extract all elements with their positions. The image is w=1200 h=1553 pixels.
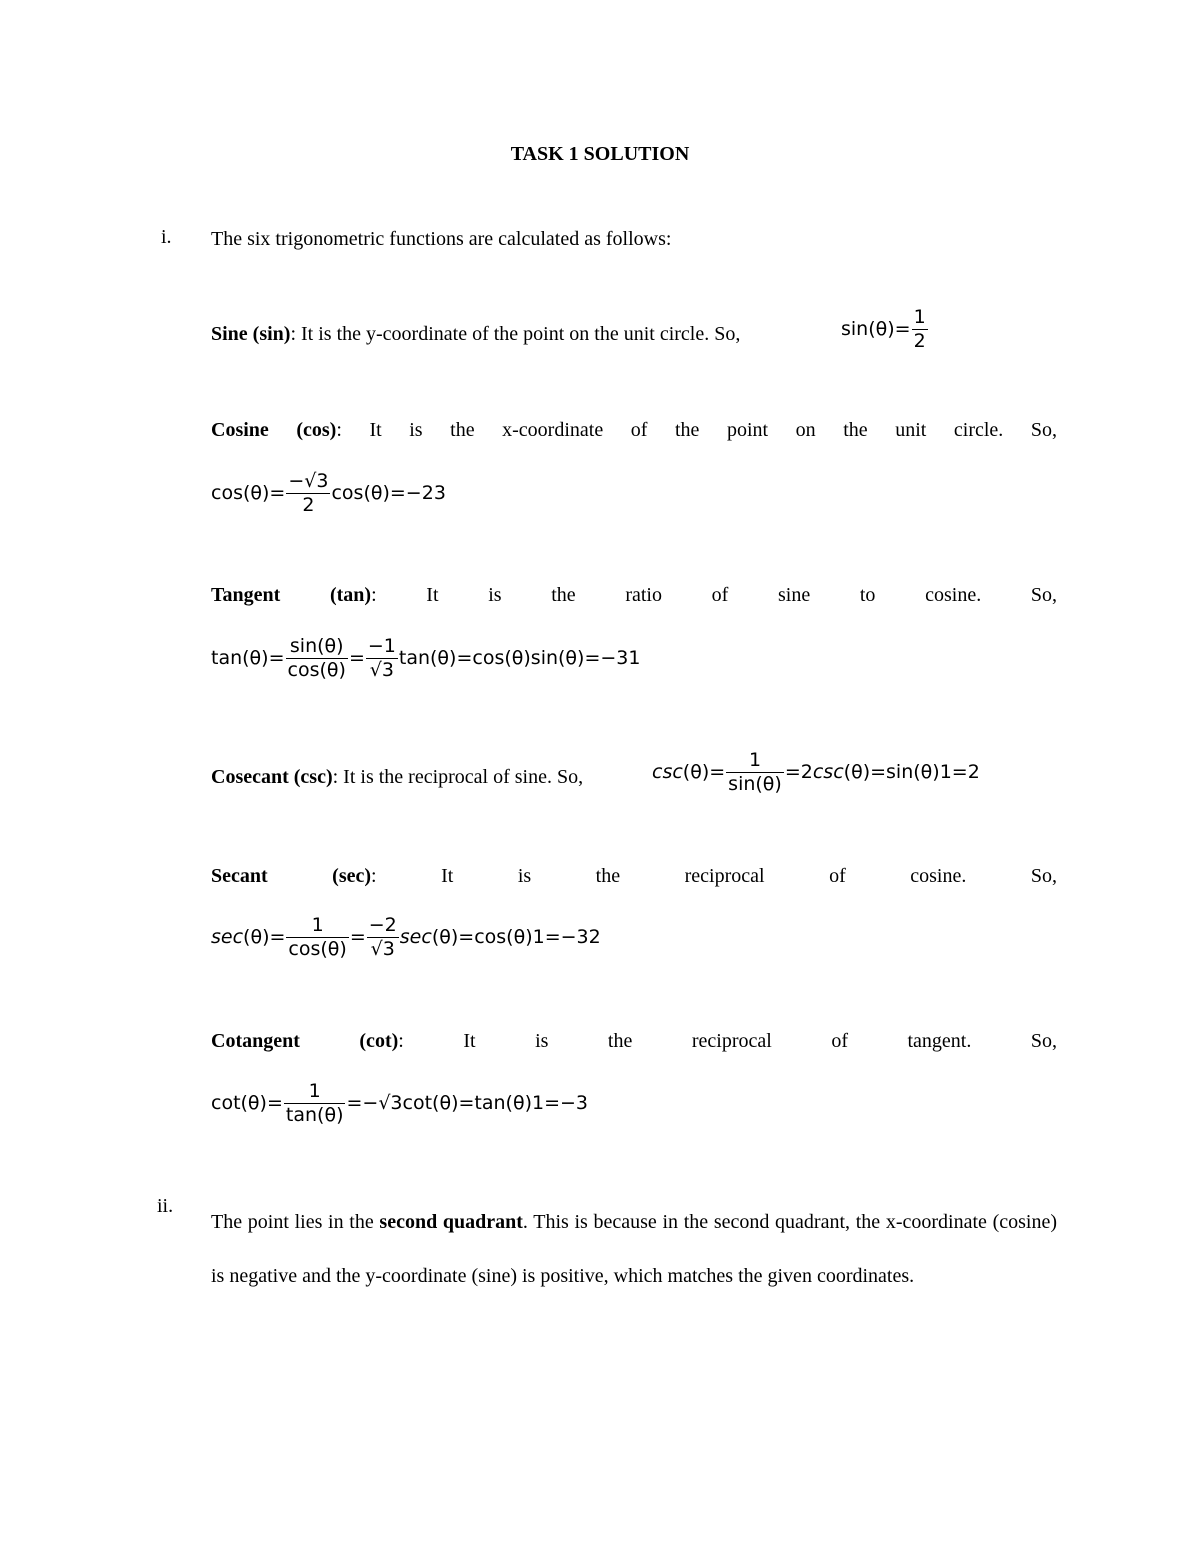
- cosecant-paragraph: [211, 764, 583, 790]
- cotangent-fraction-denominator: tan(θ): [285, 1104, 344, 1126]
- tangent-label: Tangent (tan): [211, 584, 372, 606]
- secant-eq-tail-fn: sec: [399, 926, 432, 948]
- sine-fraction-numerator: 1: [913, 306, 926, 328]
- cosine-fraction: [286, 472, 330, 515]
- cotangent-paragraph: [211, 1028, 1057, 1054]
- section-ii-text-b: . This is because in the second quadrant, the x-coordinate (cosine) is negative and the y-coordinate (sine) is positive, which matches the given coordinates.: [211, 1211, 1057, 1287]
- list-marker-i: i.: [161, 226, 172, 248]
- sine-paragraph: [211, 321, 740, 347]
- page-title: TASK 1 SOLUTION: [510, 143, 690, 165]
- tangent-paragraph: [211, 582, 1057, 608]
- cosine-fraction-denominator: 2: [302, 494, 315, 516]
- cotangent-eq-tail: =−√3cot(θ)=tan(θ)1=−3: [346, 1092, 589, 1114]
- sine-eq-lhs: sin(θ)=: [841, 318, 911, 340]
- cosecant-fraction-denominator: sin(θ): [728, 773, 782, 795]
- secant-equation: [211, 916, 601, 959]
- cosine-eq-lhs: cos(θ)=: [211, 482, 286, 504]
- cotangent-equation: [211, 1082, 588, 1125]
- tangent-fraction-1-numerator: sin(θ): [286, 637, 348, 659]
- cotangent-text: : It is the reciprocal of tangent. So,: [398, 1030, 1057, 1052]
- cosecant-eq-tail-a: =2: [784, 761, 813, 783]
- secant-fraction-2: [367, 916, 399, 959]
- secant-eq-mid: =: [349, 926, 366, 948]
- section-ii-paragraph: [211, 1195, 1057, 1303]
- cosine-equation: [211, 472, 446, 515]
- secant-fraction-2-denominator: √3: [370, 938, 395, 960]
- cosine-paragraph: [211, 417, 1057, 443]
- tangent-fraction-1: [286, 637, 348, 680]
- cotangent-fraction-numerator: 1: [284, 1082, 346, 1104]
- secant-fraction-1-numerator: 1: [286, 916, 348, 938]
- cosine-label: Cosine (cos): [211, 419, 337, 441]
- cotangent-fraction: [284, 1082, 346, 1125]
- section-i-intro: The six trigonometric functions are calculated as follows:: [211, 228, 672, 250]
- cosecant-eq-tail-fn: csc: [812, 761, 844, 783]
- list-marker-ii: ii.: [157, 1195, 174, 1217]
- sine-equation: [841, 308, 929, 351]
- tangent-eq-lhs: tan(θ)=: [211, 647, 285, 669]
- sine-fraction-denominator: 2: [913, 330, 926, 352]
- cosecant-eq-lhs: (θ)=: [682, 761, 726, 783]
- tangent-fraction-1-denominator: cos(θ): [287, 659, 346, 681]
- cosecant-eq-fn: csc: [652, 761, 683, 783]
- cotangent-eq-lhs: cot(θ)=: [211, 1092, 283, 1114]
- tangent-eq-tail: tan(θ)=cos(θ)sin(θ)=−31: [398, 647, 641, 669]
- secant-fraction-2-numerator: −2: [368, 914, 397, 936]
- cosecant-label: Cosecant (csc): [211, 766, 333, 788]
- tangent-equation: [211, 637, 641, 680]
- sine-fraction: [912, 308, 928, 351]
- cosecant-eq-tail-b: (θ)=sin(θ)1=2: [843, 761, 980, 783]
- cosecant-fraction-numerator: 1: [726, 751, 784, 773]
- sine-text: : It is the y-coordinate of the point on the unit circle. So,: [290, 323, 741, 345]
- section-ii-text-a: The point lies in the: [211, 1211, 380, 1233]
- secant-eq-tail: (θ)=cos(θ)1=−32: [431, 926, 601, 948]
- cosecant-text: : It is the reciprocal of sine. So,: [332, 766, 584, 788]
- tangent-fraction-2: [366, 637, 398, 680]
- sine-label: Sine (sin): [211, 323, 291, 345]
- cosecant-fraction: [726, 751, 784, 794]
- secant-eq-lhs: (θ)=: [243, 926, 286, 948]
- secant-fraction-1: [286, 916, 348, 959]
- secant-label: Secant (sec): [211, 865, 372, 887]
- cosine-eq-tail: cos(θ)=−23: [331, 482, 446, 504]
- secant-paragraph: [211, 863, 1057, 889]
- secant-eq-fn: sec: [211, 926, 244, 948]
- tangent-fraction-2-numerator: −1: [367, 635, 396, 657]
- secant-fraction-1-denominator: cos(θ): [288, 938, 347, 960]
- cosine-fraction-numerator: −√3: [288, 470, 329, 492]
- cosecant-equation: [652, 751, 980, 794]
- tangent-fraction-2-denominator: √3: [369, 659, 394, 681]
- tangent-text: : It is the ratio of sine to cosine. So,: [371, 584, 1058, 606]
- cotangent-label: Cotangent (cot): [211, 1030, 399, 1052]
- secant-text: : It is the reciprocal of cosine. So,: [371, 865, 1057, 887]
- tangent-eq-mid: =: [348, 647, 365, 669]
- cosine-text: : It is the x-coordinate of the point on the unit circle. So,: [336, 419, 1057, 441]
- section-ii-bold: second quadrant: [379, 1211, 523, 1233]
